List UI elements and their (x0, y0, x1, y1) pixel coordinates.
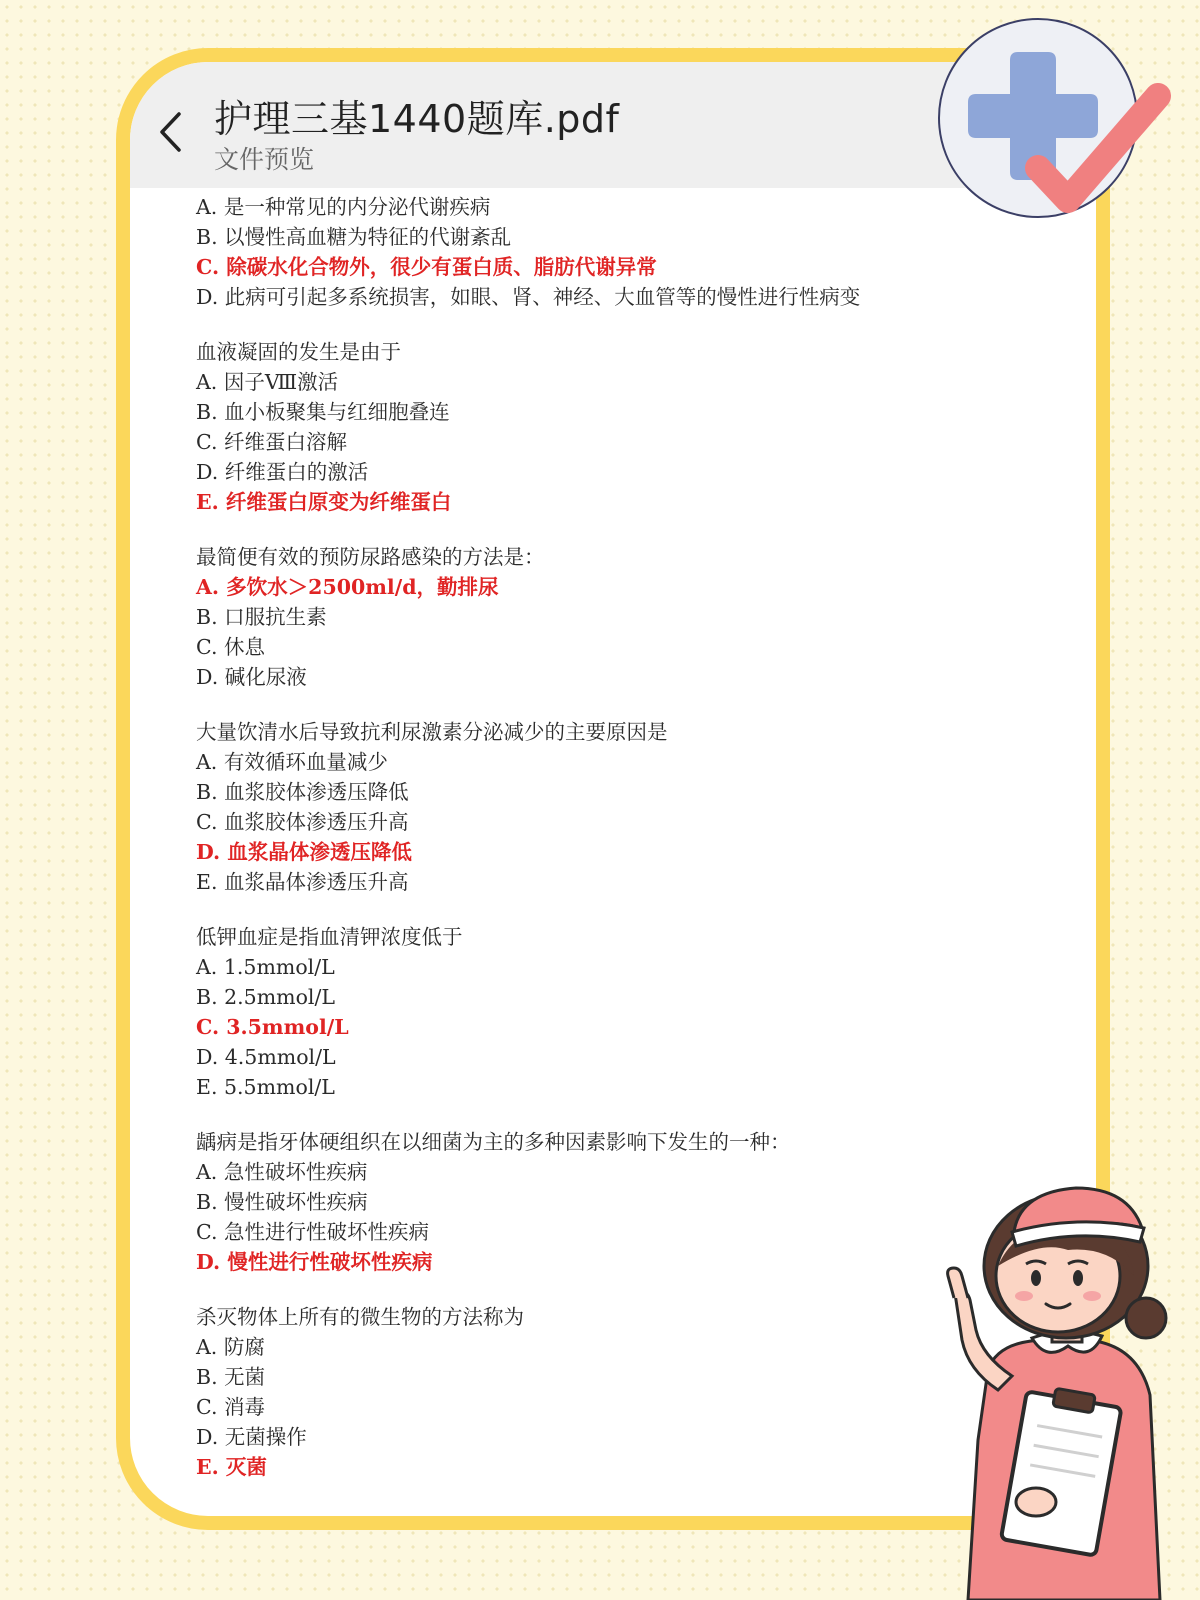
chevron-left-icon (157, 110, 183, 154)
nurse-illustration (928, 1180, 1200, 1600)
answer-option: C. 血浆胶体渗透压升高 (196, 810, 409, 834)
answer-option: B. 口服抗生素 (196, 605, 327, 629)
answer-option-correct: E. 纤维蛋白原变为纤维蛋白 (196, 490, 452, 514)
answer-option: B. 以慢性高血糖为特征的代谢紊乱 (196, 225, 512, 249)
answer-option: A. 有效循环血量减少 (196, 750, 388, 774)
question-block (196, 542, 1076, 692)
answer-option: C. 急性进行性破坏性疾病 (196, 1220, 429, 1244)
question-text: 大量饮清水后导致抗利尿激素分泌减少的主要原因是 (196, 720, 668, 744)
answer-option: D. 碱化尿液 (196, 665, 307, 689)
answer-option: B. 血小板聚集与红细胞叠连 (196, 400, 450, 424)
answer-option: E. 血浆晶体渗透压升高 (196, 870, 409, 894)
question-text: 血液凝固的发生是由于 (196, 340, 401, 364)
answer-option: A. 1.5mmol/L (196, 955, 335, 979)
answer-option: D. 此病可引起多系统损害，如眼、肾、神经、大血管等的慢性进行性病变 (196, 285, 861, 309)
question-text: 低钾血症是指血清钾浓度低于 (196, 925, 463, 949)
answer-option: A. 是一种常见的内分泌代谢疾病 (196, 195, 491, 219)
answer-option: B. 无菌 (196, 1365, 266, 1389)
answer-option-correct: C. 除碳水化合物外，很少有蛋白质、脂肪代谢异常 (196, 255, 657, 279)
answer-option: D. 纤维蛋白的激活 (196, 460, 369, 484)
question-block (196, 922, 1076, 1102)
medical-cross-check-icon (938, 18, 1200, 238)
answer-option: A. 因子Ⅷ激活 (196, 370, 339, 394)
question-text: 最简便有效的预防尿路感染的方法是： (196, 545, 545, 569)
back-button[interactable] (150, 108, 190, 156)
answer-option: D. 无菌操作 (196, 1425, 307, 1449)
answer-option-correct: E. 灭菌 (196, 1455, 267, 1479)
question-block (196, 337, 1076, 517)
answer-option: D. 4.5mmol/L (196, 1045, 336, 1069)
answer-option: A. 防腐 (196, 1335, 265, 1359)
file-subtitle: 文件预览 (214, 145, 315, 174)
question-text: 杀灭物体上所有的微生物的方法称为 (196, 1305, 524, 1329)
answer-option: E. 5.5mmol/L (196, 1075, 335, 1099)
answer-option-correct: C. 3.5mmol/L (196, 1015, 349, 1039)
answer-option: C. 纤维蛋白溶解 (196, 430, 347, 454)
question-block (196, 717, 1076, 897)
answer-option: C. 消毒 (196, 1395, 265, 1419)
question-text: 龋病是指牙体硬组织在以细菌为主的多种因素影响下发生的一种： (196, 1130, 791, 1154)
answer-option: A. 急性破坏性疾病 (196, 1160, 368, 1184)
answer-option: B. 2.5mmol/L (196, 985, 335, 1009)
answer-option: B. 血浆胶体渗透压降低 (196, 780, 409, 804)
answer-option-correct: A. 多饮水＞2500ml/d，勤排尿 (196, 575, 499, 599)
answer-option-correct: D. 慢性进行性破坏性疾病 (196, 1250, 433, 1274)
answer-option: B. 慢性破坏性疾病 (196, 1190, 368, 1214)
answer-option-correct: D. 血浆晶体渗透压降低 (196, 840, 412, 864)
file-title: 护理三基1440题库.pdf (214, 97, 620, 141)
answer-option: C. 休息 (196, 635, 265, 659)
